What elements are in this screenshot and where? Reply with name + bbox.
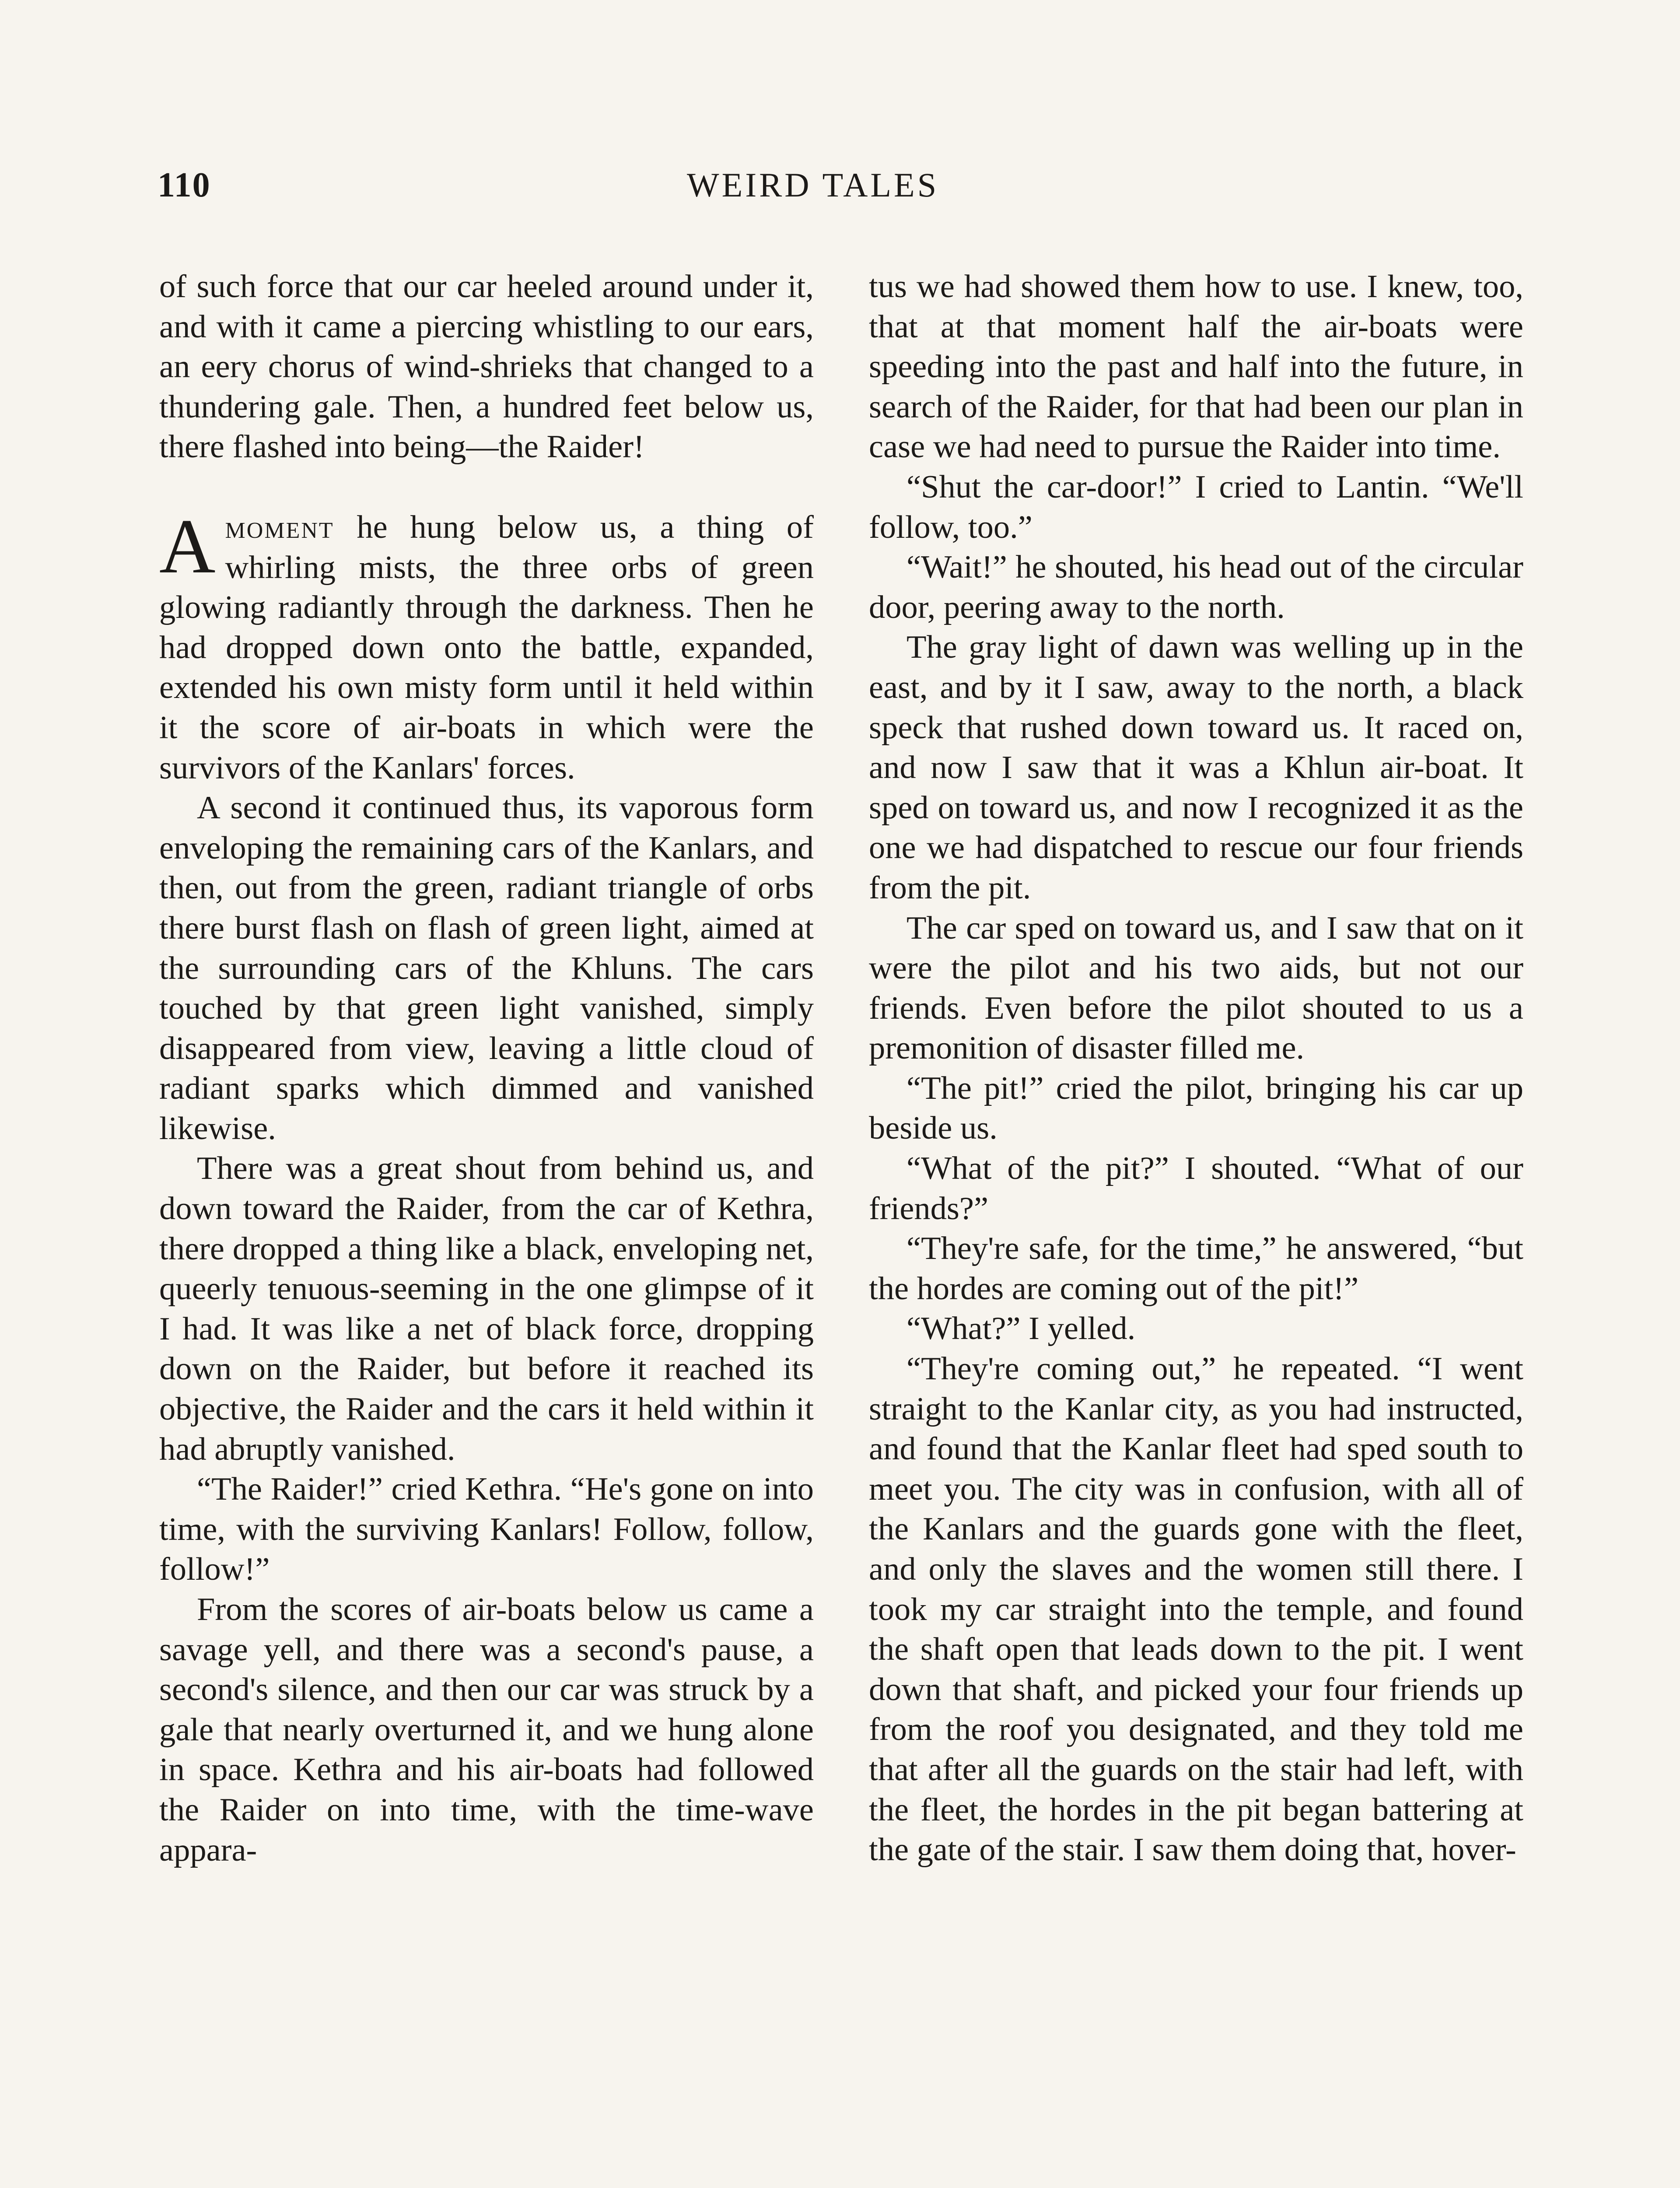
running-head-title: WEIRD TALES <box>687 166 939 204</box>
paragraph: The car sped on toward us, and I saw that on it were the pilot and his two aids, but not our friends. Even before the pilot shouted to us a premonition of disaster filled me. <box>869 910 1523 1066</box>
page-number: 110 <box>158 166 211 204</box>
paragraph: A second it continued thus, its vaporous form enveloping the remaining cars of the Kanlars, and then, out from the green, radiant triangle of orbs there burst flash on flash of green light, aimed at the surrounding cars of the Khluns. The cars touched by that green light vanished, simply disappeared from view, leaving a little cloud of radiant sparks which dimmed and vanished likewise. <box>159 790 814 1147</box>
paragraph: There was a great shout from behind us, and down toward the Raider, from the car of Kethra, there dropped a thing like a black, enveloping net, queerly tenuous-seeming in the one glimpse of it I had. It was like a net of black force, dropping down on the Raider, but before it reached its objective, the Raider and the cars it held within it had abruptly vanished. <box>159 1150 814 1467</box>
paragraph: “What?” I yelled. <box>906 1311 1136 1347</box>
left-column <box>159 267 814 1870</box>
small-caps-lead: moment <box>225 509 334 545</box>
paragraph: of such force that our car heeled around under it, and with it came a piercing whistling to our ears, an eery chorus of wind-shrieks that changed to a thundering gale. Then, a hundred feet below us, there flashed into being—the Raider! <box>159 269 814 465</box>
page-header <box>158 165 1530 214</box>
paragraph: “What of the pit?” I shouted. “What of our friends?” <box>869 1150 1523 1227</box>
paragraph: From the scores of air-boats below us came a savage yell, and there was a second's pause, a second's silence, and then our car was struck by a gale that nearly overturned it, and we hung alone in space. Kethra and his air-boats had followed the Raider on into time, with the time-wave appara- <box>159 1592 814 1868</box>
paragraph-text: he hung below us, a thing of whirling mists, the three orbs of green glowing radiantly through the darkness. Then he had dropped down onto the battle, expanded, extended his own misty form until it held within it the score of air-boats in which were the survivors of the Kanlars' forces. <box>159 509 814 786</box>
paragraph: “The pit!” cried the pilot, bringing his car up beside us. <box>869 1070 1523 1147</box>
paragraph: “Shut the car-door!” I cried to Lantin. “We'll follow, too.” <box>869 469 1523 545</box>
drop-cap: A <box>159 502 216 589</box>
paragraph: “Wait!” he shouted, his head out of the circular door, peering away to the north. <box>869 549 1523 625</box>
paragraph: “The Raider!” cried Kethra. “He's gone on into time, with the surviving Kanlars! Follow, follow, follow!” <box>159 1471 814 1588</box>
paragraph: “They're coming out,” he repeated. “I went straight to the Kanlar city, as you had instructed, and found that the Kanlar fleet had sped south to meet you. The city was in confusion, with all of the Kanlars and the guards gone with the fleet, and only the slaves and the women still there. I took my car straight into the temple, and found the shaft open that leads down to the pit. I went down that shaft, and picked your four friends up from the roof you designated, and they told me that after all the guards on the stair had left, with the fleet, the hordes in the pit began battering at the gate of the stair. I saw them doing that, hover- <box>869 1351 1523 1868</box>
paragraph: tus we had showed them how to use. I knew, too, that at that moment half the air-boats were speeding into the past and half into the future, in search of the Raider, for that had been our plan in case we had need to pursue the Raider into time. <box>869 269 1523 465</box>
paragraph: The gray light of dawn was welling up in the east, and by it I saw, away to the north, a black speck that rushed down toward us. It raced on, and now I saw that it was a Khlun air-boat. It sped on toward us, and now I recognized it as the one we had dispatched to rescue our four friends from the pit. <box>869 629 1523 906</box>
paragraph: “They're safe, for the time,” he answered, “but the hordes are coming out of the pit!” <box>869 1231 1523 1307</box>
right-column <box>869 267 1523 1870</box>
section-opening-paragraph <box>159 502 814 788</box>
